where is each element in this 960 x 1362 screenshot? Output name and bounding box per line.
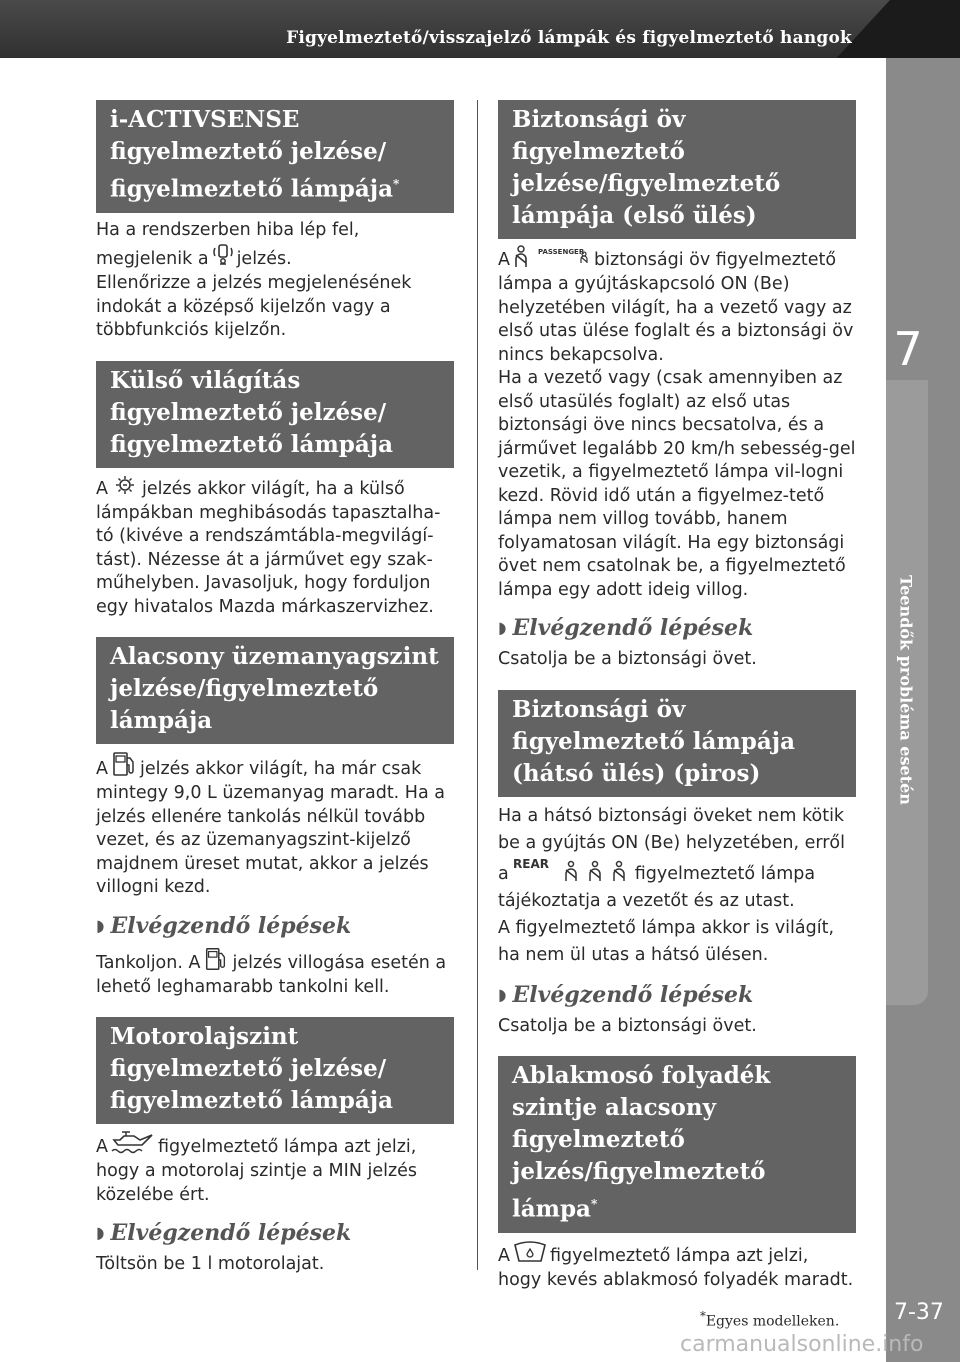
exterior-light-warning-icon (110, 474, 140, 502)
para-text: a (498, 863, 509, 884)
heading-text: Külső világítás figyelmeztető jelzése/ figyelmeztető lámpája (110, 366, 393, 458)
right-column (498, 100, 856, 1304)
para-text: jelzés. Ellenőrizze a jelzés megjelenésének indokát a középső kijelzőn vagy a többfunkciós kijelzőn. (96, 249, 412, 341)
fuel-pump-icon (202, 946, 230, 976)
page-number: 7-37 (894, 1300, 944, 1325)
section-heading-i-activsense (96, 100, 454, 213)
para-text: jelzés villogása esetén a lehető leghamarabb tankolni kell. (96, 952, 447, 997)
action-arrow-icon: ◗ (96, 915, 105, 935)
asterisk-marker: * (393, 177, 400, 191)
heading-text: i-ACTIVSENSE figyelmeztető jelzése/ figyelmeztető lámpája (110, 106, 393, 203)
section-heading-oil-level (96, 1017, 454, 1124)
para-text: A (96, 478, 108, 499)
section-heading-exterior-light (96, 361, 454, 468)
i-activsense-paragraph (96, 219, 454, 343)
action-heading (498, 981, 856, 1009)
rear-icon-label: REAR (512, 856, 549, 871)
exterior-light-paragraph (96, 474, 454, 620)
passenger-icon-label: PASSENGER (537, 248, 585, 256)
heading-text: Motorolajszint figyelmeztető jelzése/ figyelmeztető lámpája (110, 1023, 393, 1115)
left-column (96, 100, 454, 1289)
front-seatbelt-action-paragraph: Csatolja be a biztonsági övet. (498, 649, 757, 669)
heading-text: Biztonsági öv figyelmeztető lámpája (hátsó ülés) (piros) (512, 695, 795, 787)
para-text: figyelmeztető lámpa tájékoztatja a vezetőt és az utast. A figyelmeztető lámpa akkor is világít, ha nem ül utas a hátsó ülésen. (498, 863, 835, 965)
para-text: Ha a rendszerben hiba lép fel, megjelenik a (96, 219, 360, 270)
para-text: jelzés akkor világít, ha a külső lámpákban meghibásodás tapasztalha-tó (kivéve a rendszámtábla-megvilágí-tást). Nézesse át a járművet egy szak-műhelyben. Javasoljuk, hogy forduljon egy hivatalos Mazda márkaszervizhez. (96, 478, 441, 617)
rear-seatbelt-paragraph (498, 803, 856, 969)
column-divider (477, 100, 478, 1270)
para-text: figyelmeztető lámpa azt jelzi, hogy a motorolaj szintje a MIN jelzés közelébe ért. (96, 1137, 418, 1205)
seatbelt-rear-icon (511, 857, 633, 887)
action-heading-text: Elvégzendő lépések (512, 981, 754, 1008)
action-heading (96, 1219, 454, 1247)
action-arrow-icon: ◗ (498, 984, 507, 1004)
front-seatbelt-paragraph (498, 245, 856, 602)
asterisk-marker: * (590, 1197, 598, 1211)
action-heading-text: Elvégzendő lépések (110, 912, 352, 939)
oil-level-icon (110, 1130, 156, 1160)
washer-fluid-paragraph (498, 1239, 856, 1293)
footnote-text: Egyes modelleken. (705, 1313, 840, 1330)
heading-text: Biztonsági öv figyelmeztető jelzése/figyelmeztető lámpája (első ülés) (512, 106, 781, 229)
section-heading-low-fuel (96, 637, 454, 744)
section-heading-washer-fluid (498, 1056, 856, 1233)
section-heading-rear-seatbelt (498, 690, 856, 797)
para-text: A (498, 1245, 510, 1266)
washer-fluid-icon (512, 1239, 548, 1269)
low-fuel-action-paragraph (96, 946, 454, 1000)
fuel-pump-icon (110, 750, 138, 782)
para-text: Ha a hátsó biztonsági öveket nem kötik be a gyújtás ON (Be) helyzetében, erről (498, 805, 845, 853)
oil-level-action-paragraph: Töltsön be 1 l motorolajat. (96, 1254, 325, 1275)
para-text: A (498, 250, 510, 270)
heading-text: Ablakmosó folyadék szintje alacsony figyelmeztető jelzés/figyelmeztető lámpa (512, 1062, 771, 1223)
para-text: biztonsági öv figyelmeztető lámpa a gyújtáskapcsoló ON (Be) helyzetében világít, ha a vezető vagy az első utas ülése foglalt és a biztonsági öv nincs bekapcsolva. Ha a vezető vagy (csak amennyiben az első utasülés foglalt) az első utas biztonsági öve nincs becsatolva, és a járművet legalább 20 km/h sebesség-gel vezetik, a figyelmeztető lámpa vil-logni kezd. Rövid idő után a figyelmez-tető lámpa nem villog tovább, hanem folyamatosan világít. Ha egy biztonsági övet nem csatolnak be, a figyelmeztető lámpa egy adott ideig villog. (498, 250, 856, 600)
action-heading (96, 912, 454, 940)
oil-level-paragraph (96, 1130, 454, 1207)
para-text: jelzés akkor világít, ha már csak mintegy 9,0 L üzemanyag maradt. Ha a jelzés ellenére tankolás nélkül tovább vezet, és az üzemanyagszint-kijelző majdnem üreset mutat, akkor a jelzés villogni kezd. (96, 759, 445, 898)
footnote-marker: * (700, 1309, 706, 1323)
section-heading-front-seatbelt (498, 100, 856, 239)
seatbelt-passenger-icon (512, 245, 592, 273)
para-text: Tankoljon. A (96, 952, 201, 973)
heading-text: Alacsony üzemanyagszint jelzése/figyelmeztető lámpája (110, 643, 439, 735)
low-fuel-paragraph (96, 750, 454, 900)
para-text: A (96, 759, 108, 780)
watermark: carmanualsonline.info (680, 1332, 924, 1357)
action-arrow-icon: ◗ (96, 1223, 105, 1243)
rear-seatbelt-action-paragraph: Csatolja be a biztonsági övet. (498, 1015, 757, 1036)
page-header-title: Figyelmeztető/visszajelző lámpák és figyelmeztető hangok (286, 28, 852, 48)
action-arrow-icon: ◗ (498, 618, 507, 637)
action-heading-text: Elvégzendő lépések (110, 1220, 352, 1247)
para-text: A (96, 1137, 108, 1158)
i-activsense-warning-icon (211, 242, 235, 272)
para-text: figyelmeztető lámpa azt jelzi, hogy kevés ablakmosó folyadék maradt. (498, 1245, 854, 1290)
action-heading (498, 614, 856, 642)
chapter-number: 7 (893, 322, 923, 376)
action-heading-text: Elvégzendő lépések (512, 615, 754, 641)
footnote (700, 1309, 839, 1330)
chapter-label: Teendők probléma esetén (896, 575, 916, 805)
